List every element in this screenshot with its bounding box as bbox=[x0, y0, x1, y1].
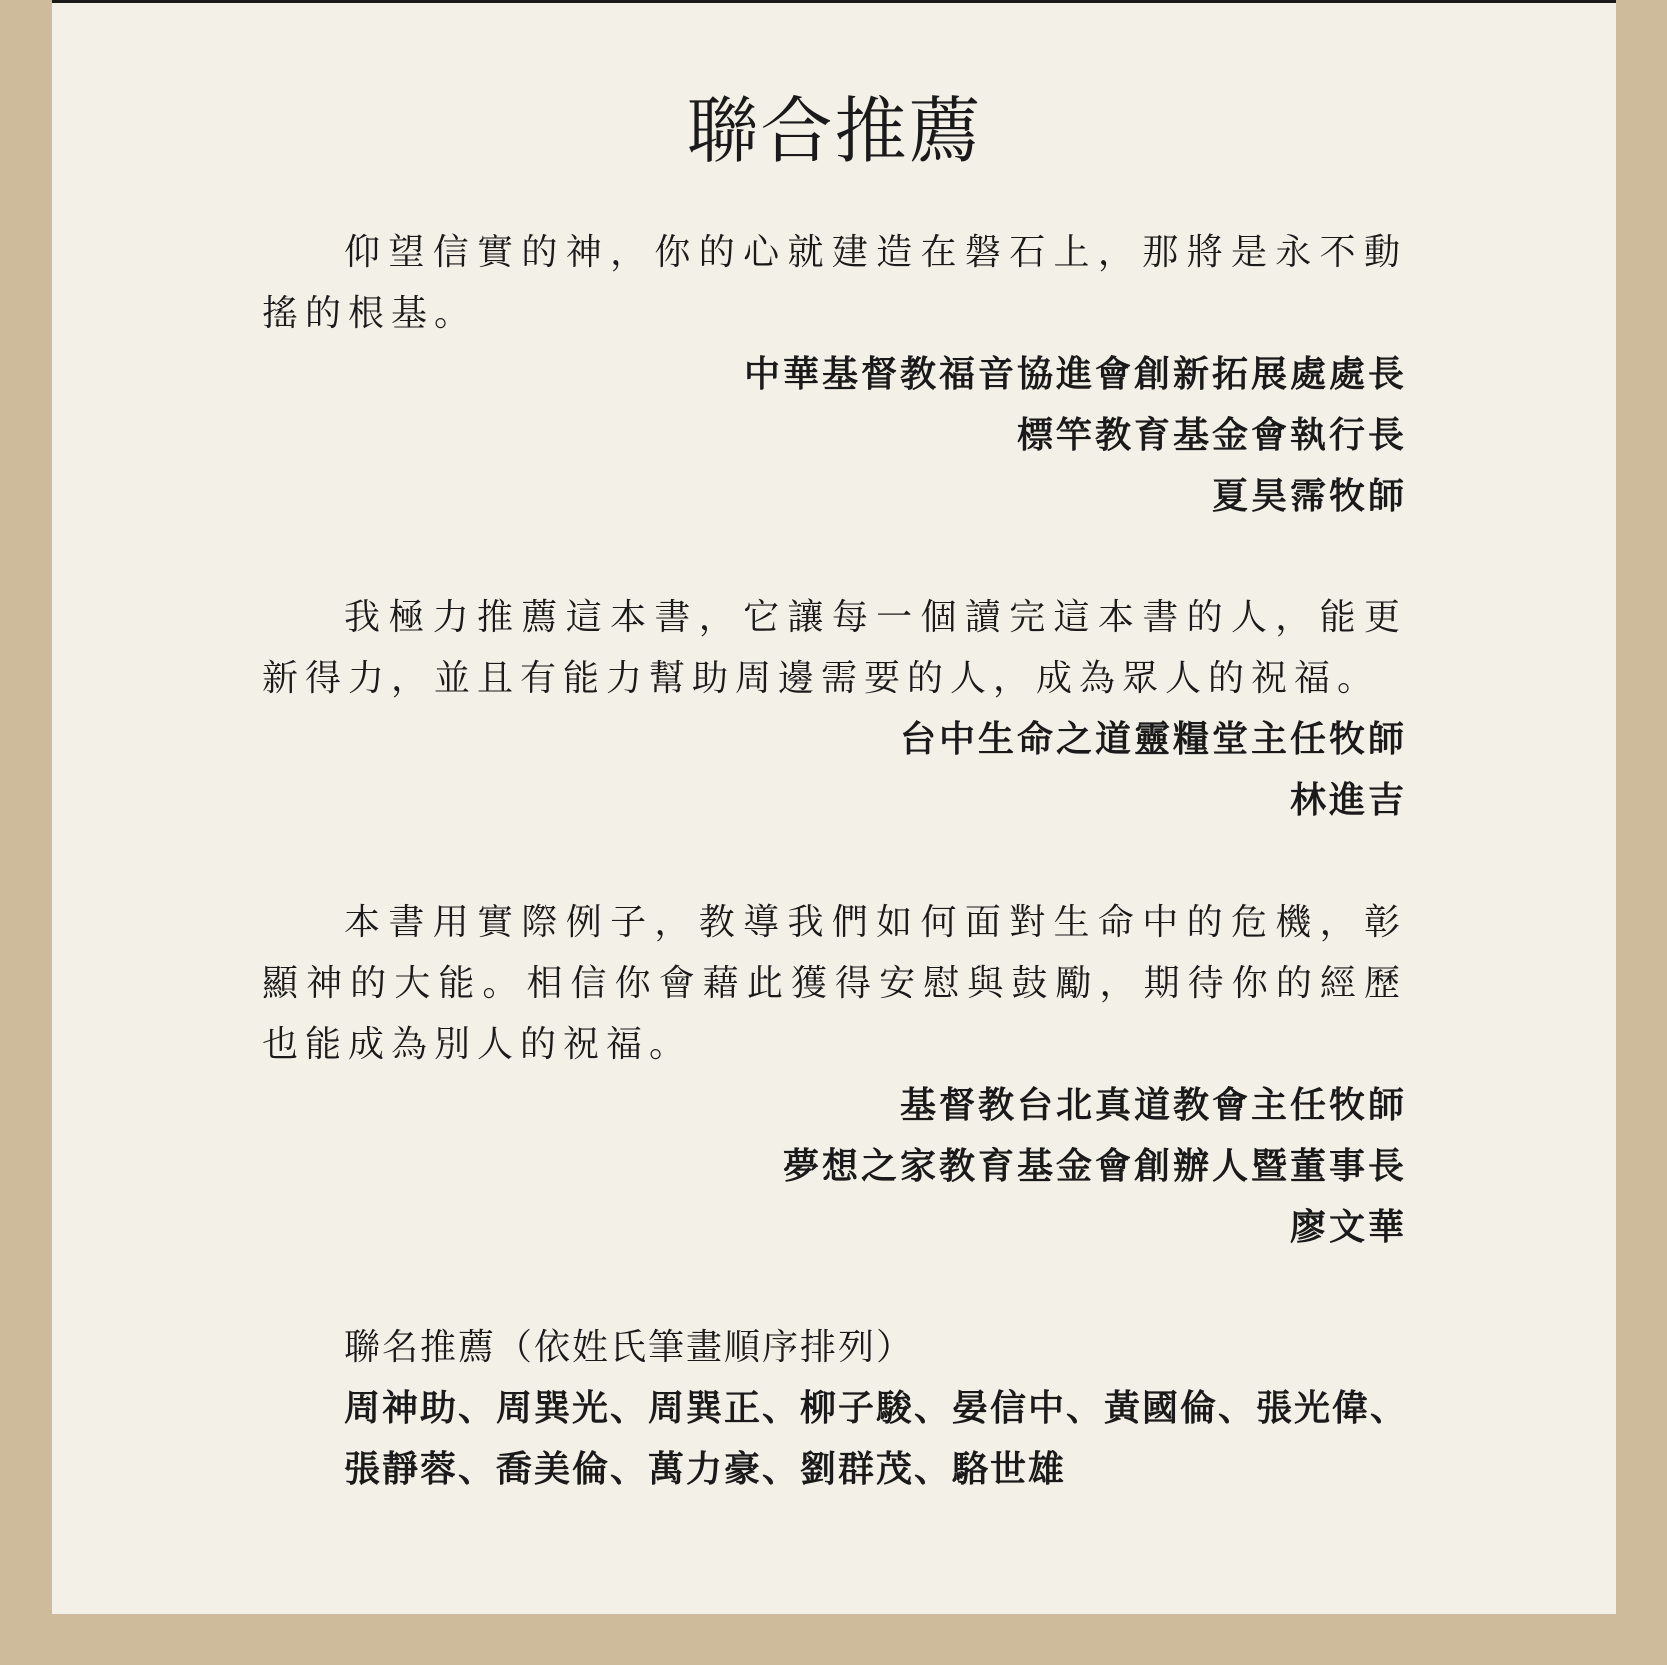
names-line: 張靜蓉、喬美倫、萬力豪、劉群茂、駱世雄 bbox=[344, 1448, 1067, 1490]
signature-line: 台中生命之道靈糧堂主任牧師 bbox=[899, 718, 1407, 760]
signature-line: 中華基督教福音協進會創新拓展處處長 bbox=[743, 353, 1407, 395]
joint-recommendation-heading: 聯名推薦（依姓氏筆畫順序排列） bbox=[344, 1327, 915, 1368]
signature-block-1 bbox=[262, 344, 1407, 527]
joint-recommendation-names bbox=[344, 1378, 1407, 1500]
signature-name: 廖文華 bbox=[1289, 1206, 1407, 1248]
signature-name: 夏昊霈牧師 bbox=[1211, 475, 1407, 517]
signature-line: 基督教台北真道教會主任牧師 bbox=[899, 1084, 1407, 1126]
recommendation-text-1: 仰望信實的神，你的心就建造在磐石上，那將是永不動搖的根基。 bbox=[262, 232, 1407, 334]
signature-block-2 bbox=[262, 709, 1407, 831]
page bbox=[52, 0, 1616, 1614]
recommendation-text-3: 本書用實際例子，教導我們如何面對生命中的危機，彰顯神的大能。相信你會藉此獲得安慰與鼓勵，期待你的經歷也能成為別人的祝福。 bbox=[262, 902, 1407, 1065]
page-title: 聯合推薦 bbox=[686, 89, 983, 173]
signature-name: 林進吉 bbox=[1289, 779, 1407, 821]
recommendation-text-2: 我極力推薦這本書，它讓每一個讀完這本書的人，能更新得力，並且有能力幫助周邊需要的人，成為眾人的祝福。 bbox=[262, 597, 1407, 699]
signature-line: 夢想之家教育基金會創辦人暨董事長 bbox=[782, 1145, 1407, 1187]
signature-block-3 bbox=[262, 1075, 1407, 1258]
names-line: 周神助、周巽光、周巽正、柳子駿、晏信中、黃國倫、張光偉、 bbox=[344, 1387, 1409, 1429]
signature-line: 標竿教育基金會執行長 bbox=[1016, 414, 1407, 456]
